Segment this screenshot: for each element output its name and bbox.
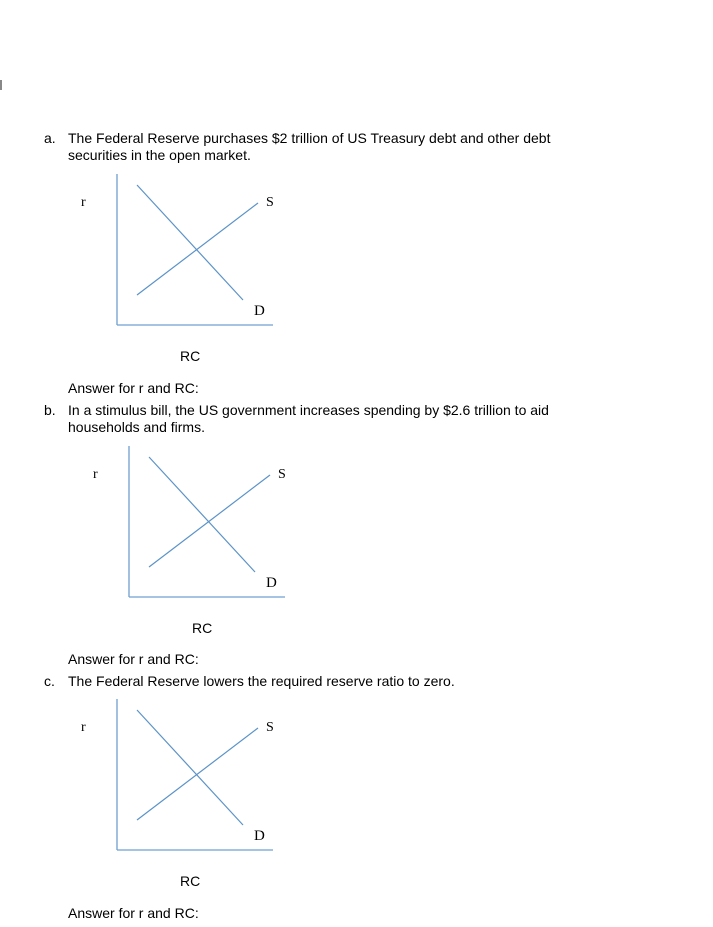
graph-svg — [80, 170, 280, 370]
y-axis-label: r — [93, 467, 98, 482]
answer-label-c: Answer for r and RC: — [68, 905, 199, 921]
supply-curve — [149, 475, 270, 567]
y-axis-label: r — [81, 195, 86, 210]
answer-label-b: Answer for r and RC: — [68, 651, 199, 667]
question-letter: b. — [44, 402, 56, 418]
page-edge-mark — [0, 80, 2, 90]
supply-demand-graph-b — [92, 442, 292, 642]
demand-label: D — [254, 828, 265, 844]
answer-label-a: Answer for r and RC: — [68, 380, 199, 396]
question-letter: c. — [44, 673, 55, 689]
graph-svg — [92, 442, 292, 642]
supply-label: S — [266, 720, 274, 735]
x-axis-label: RC — [192, 620, 213, 636]
question-text: The Federal Reserve purchases $2 trillion of US Treasury debt and other debt securities in the open market. — [68, 130, 551, 163]
question-letter: a. — [44, 130, 56, 146]
demand-label: D — [266, 575, 277, 591]
question-text: In a stimulus bill, the US government increases spending by $2.6 trillion to aid households and firms. — [68, 402, 549, 435]
x-axis-label: RC — [180, 873, 201, 889]
x-axis-label: RC — [180, 348, 201, 364]
demand-label: D — [254, 303, 265, 319]
supply-demand-graph-c — [80, 695, 280, 895]
supply-curve — [137, 203, 258, 295]
y-axis-label: r — [81, 720, 86, 735]
graph-svg — [80, 695, 280, 895]
supply-label: S — [266, 195, 274, 210]
supply-label: S — [278, 467, 286, 482]
question-text: The Federal Reserve lowers the required reserve ratio to zero. — [68, 673, 455, 689]
supply-curve — [137, 728, 258, 820]
supply-demand-graph-a — [80, 170, 280, 370]
